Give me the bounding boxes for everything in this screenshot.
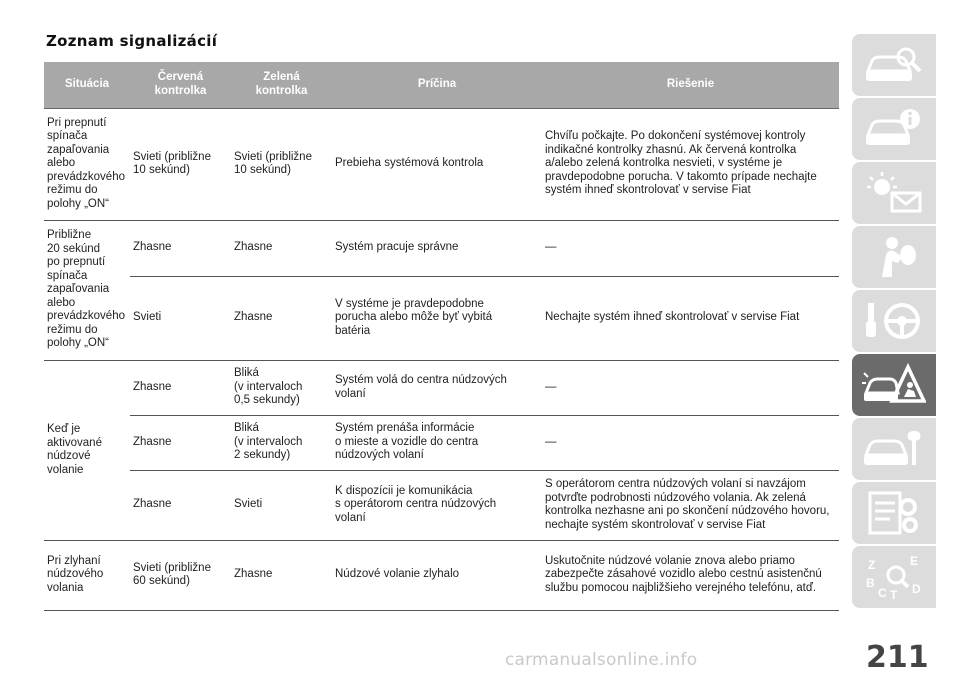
header-green-light [231,62,332,108]
cell-solution: Nechajte systém ihneď skontrolovať v servise Fiat [542,276,839,360]
tab-airbag-seat[interactable] [852,226,936,288]
cell-cause: Systém volá do centra núdzových volaní [332,360,542,415]
table-row [44,470,839,540]
chapter-sidebar [852,34,936,610]
warning-lights-icon [862,169,926,217]
tab-key-steering[interactable] [852,290,936,352]
key-steering-wheel-icon [862,297,926,345]
cell-cause: Systém pracuje správne [332,220,542,276]
index-letter: T [890,588,898,601]
cell-situation: Pri zlyhaní núdzového volania [44,540,130,610]
tab-car-wrench[interactable] [852,418,936,480]
cell-cause: Systém prenáša informácie o mieste a vozidle do centra núdzových volaní [332,415,542,470]
cell-red: Svieti (približne 10 sekúnd) [130,108,231,220]
cell-green: Zhasne [231,540,332,610]
specifications-gears-icon [862,489,926,537]
tab-car-search[interactable] [852,34,936,96]
car-accident-triangle-icon [862,361,926,409]
cell-red: Zhasne [130,415,231,470]
cell-red: Svieti [130,276,231,360]
header-situation: Situácia [44,62,130,108]
table-row [44,360,839,415]
cell-cause: Prebieha systémová kontrola [332,108,542,220]
tab-car-info[interactable] [852,98,936,160]
index-search-icon [862,553,926,601]
cell-red: Zhasne [130,360,231,415]
cell-green: Zhasne [231,276,332,360]
cell-situation: Približne 20 sekúnd po prepnutí spínača zapaľovania alebo prevádzkového režimu do polohy „ON“ [44,220,130,360]
tab-index[interactable] [852,546,936,608]
car-info-icon [862,105,926,153]
cell-red: Svieti (približne 60 sekúnd) [130,540,231,610]
table-row [44,276,839,360]
index-letter: B [866,576,875,590]
page-title: Zoznam signalizácií [46,32,218,50]
signal-table [44,62,839,611]
cell-situation: Pri prepnutí spínača zapaľovania alebo prevádzkového režimu do polohy „ON“ [44,108,130,220]
cell-green: Zhasne [231,220,332,276]
cell-solution: Chvíľu počkajte. Po dokončení systémovej kontroly indikačné kontrolky zhasnú. Ak červená kontrolka a/alebo zelená kontrolka nesvieti, v systéme je pravdepodobne porucha. V takomto prípade nechajte systém ihneď skontrolovať v servise Fiat [542,108,839,220]
header-green-text: Zelená kontrolka [255,71,308,97]
cell-red: Zhasne [130,470,231,540]
table-row [44,220,839,276]
cell-red: Zhasne [130,220,231,276]
car-search-icon [862,41,926,89]
tab-car-accident[interactable] [852,354,936,416]
cell-solution: Uskutočnite núdzové volanie znova alebo priamo zabezpečte zásahové vozidlo alebo cestnú asistenčnú službu pomocou najbližšieho verejného telefónu, atď. [542,540,839,610]
index-letter: E [910,554,919,568]
cell-cause: V systéme je pravdepodobne porucha alebo môže byť vybitá batéria [332,276,542,360]
table-header-row [44,62,839,108]
cell-green: Bliká (v intervaloch 2 sekundy) [231,415,332,470]
index-letter: C [878,586,887,600]
table-row [44,540,839,610]
cell-cause: Núdzové volanie zlyhalo [332,540,542,610]
index-letter: D [912,582,921,596]
watermark: carmanualsonline.info [505,650,698,670]
header-cause: Príčina [332,62,542,108]
car-wrench-icon [862,425,926,473]
header-red-light [130,62,231,108]
header-solution: Riešenie [542,62,839,108]
tab-specifications[interactable] [852,482,936,544]
table-row [44,108,839,220]
airbag-seat-icon [862,233,926,281]
tab-warning-lights[interactable] [852,162,936,224]
header-red-text: Červená kontrolka [154,71,207,97]
cell-green: Svieti (približne 10 sekúnd) [231,108,332,220]
page-number: 211 [866,640,929,675]
cell-solution: S operátorom centra núdzových volaní si navzájom potvrďte podrobnosti núdzového volania. Ak zelená kontrolka nezhasne ani po skončení núdzového hovoru, nechajte systém skontrolovať v servise Fiat [542,470,839,540]
cell-solution: — [542,415,839,470]
cell-green: Svieti [231,470,332,540]
cell-green: Bliká (v intervaloch 0,5 sekundy) [231,360,332,415]
cell-solution: — [542,220,839,276]
table-row [44,415,839,470]
cell-cause: K dispozícii je komunikácia s operátorom centra núdzových volaní [332,470,542,540]
index-letter: Z [868,558,876,572]
cell-situation: Keď je aktivované núdzové volanie [44,360,130,540]
cell-solution: — [542,360,839,415]
